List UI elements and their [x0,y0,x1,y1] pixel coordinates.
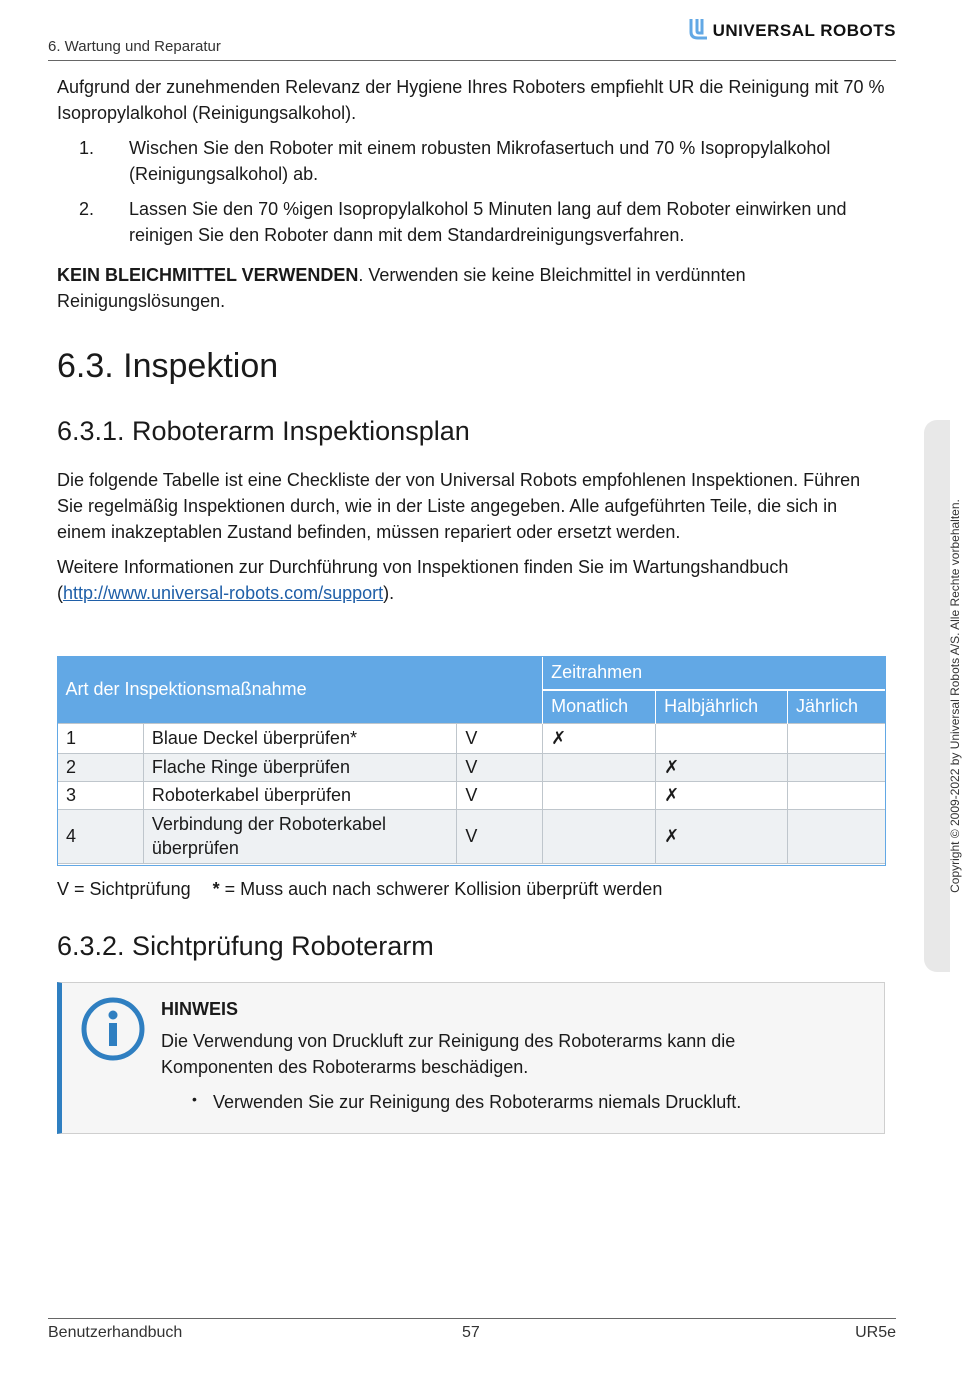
header-divider [48,60,896,61]
list-number: 1. [79,138,95,158]
row-number: 2 [58,753,144,781]
ur-logo-icon [689,18,709,40]
row-halfyear: ✗ [656,781,788,809]
running-head: 6. Wartung und Reparatur [48,38,221,55]
subsection-title-visual: 6.3.2. Sichtprüfung Roboterarm [57,931,434,961]
legend-visual: V = Sichtprüfung [57,879,191,899]
row-monthly: ✗ [543,723,656,753]
bleach-warning [57,262,837,314]
row-number: 4 [58,809,144,863]
row-yearly [788,781,886,809]
notice-bullet-text: Verwenden Sie zur Reinigung des Roboterarms niemals Druckluft. [213,1092,742,1112]
row-halfyear [656,723,788,753]
reference-text-end: ). [383,583,395,603]
table-row [58,781,886,809]
page-number: 57 [462,1324,480,1341]
header-monthly: Monatlich [543,690,656,723]
subsection-title: 6.3.1. Roboterarm Inspektionsplan [57,416,470,446]
table-row [58,753,886,781]
footer-divider [48,1318,896,1319]
row-halfyear: ✗ [656,753,788,781]
legend-star-text: = Muss auch nach schwerer Kollision überprüft werden [219,879,663,899]
legend-star: * [212,879,220,899]
brand-logo [689,18,896,40]
inspection-table [57,656,886,864]
list-number: 2. [79,199,95,219]
table-intro-paragraph: Die folgende Tabelle ist eine Checkliste der von Universal Robots empfohlenen Inspektionen. Führen Sie regelmäßig Inspektionen durch, wie in der Liste angegeben. Alle aufgeführten Teile, die sich in einem inakzeptablen Zustand befinden, müssen repariert oder ersetzt werden. [57,470,861,542]
notice-box [57,982,885,1134]
row-monthly [543,753,656,781]
list-item [79,135,879,187]
notice-title: HINWEIS [161,999,239,1019]
footer-doc-title: Benutzerhandbuch [48,1324,183,1341]
row-yearly [788,753,886,781]
table-row [58,723,886,753]
bleach-warning-bold: KEIN BLEICHMITTEL VERWENDEN [57,265,359,285]
header-halfyear: Halbjährlich [656,690,788,723]
row-type: V [457,753,543,781]
header-action: Art der Inspektionsmaßnahme [58,656,543,723]
header-timeframe: Zeitrahmen [543,656,886,690]
row-halfyear: ✗ [656,809,788,863]
bleach-warning-text: . Verwenden sie keine Bleichmittel in verdünnten Reinigungslösungen. [57,265,746,311]
row-type: V [457,723,543,753]
row-item: Verbindung der Roboterkabel überprüfen [143,809,456,863]
reference-text: Weitere Informationen zur Durchführung von Inspektionen finden Sie im Wartungshandbuch ( [57,557,789,603]
row-item: Roboterkabel überprüfen [143,781,456,809]
intro-paragraph: Aufgrund der zunehmenden Relevanz der Hygiene Ihres Roboters empfiehlt UR die Reinigung mit 70 % Isopropylalkohol (Reinigungsalkohol). [57,77,885,123]
row-number: 3 [58,781,144,809]
row-type: V [457,781,543,809]
row-monthly [543,809,656,863]
row-monthly [543,781,656,809]
row-yearly [788,723,886,753]
row-yearly [788,809,886,863]
list-item [79,196,879,248]
copyright-notice: Copyright © 2009-2022 by Universal Robots A/S. Alle Rechte vorbehalten. [948,499,962,893]
list-text: Wischen Sie den Roboter mit einem robusten Mikrofasertuch und 70 % Isopropylalkohol (Reinigungsalkohol) ab. [129,138,831,184]
row-item: Blaue Deckel überprüfen* [143,723,456,753]
info-icon [80,996,146,1062]
header-yearly: Jährlich [788,690,886,723]
footer-model: UR5e [855,1324,896,1341]
manual-reference-paragraph [57,554,887,606]
row-number: 1 [58,723,144,753]
list-text: Lassen Sie den 70 %igen Isopropylalkohol 5 Minuten lang auf dem Roboter einwirken und reinigen Sie den Roboter dann mit dem Standardreinigungsverfahren. [129,199,847,245]
bullet-dot-icon: • [192,1091,197,1107]
section-title: 6.3. Inspektion [57,347,279,385]
notice-bullet [192,1089,852,1115]
logo-text: UNIVERSAL ROBOTS [712,21,896,40]
support-link[interactable]: http://www.universal-robots.com/support [63,583,384,603]
table-row [58,809,886,863]
notice-text: Die Verwendung von Druckluft zur Reinigung des Roboterarms kann die Komponenten des Roboterarms beschädigen. [161,1031,736,1077]
table-legend [57,876,887,902]
row-type: V [457,809,543,863]
row-item: Flache Ringe überprüfen [143,753,456,781]
